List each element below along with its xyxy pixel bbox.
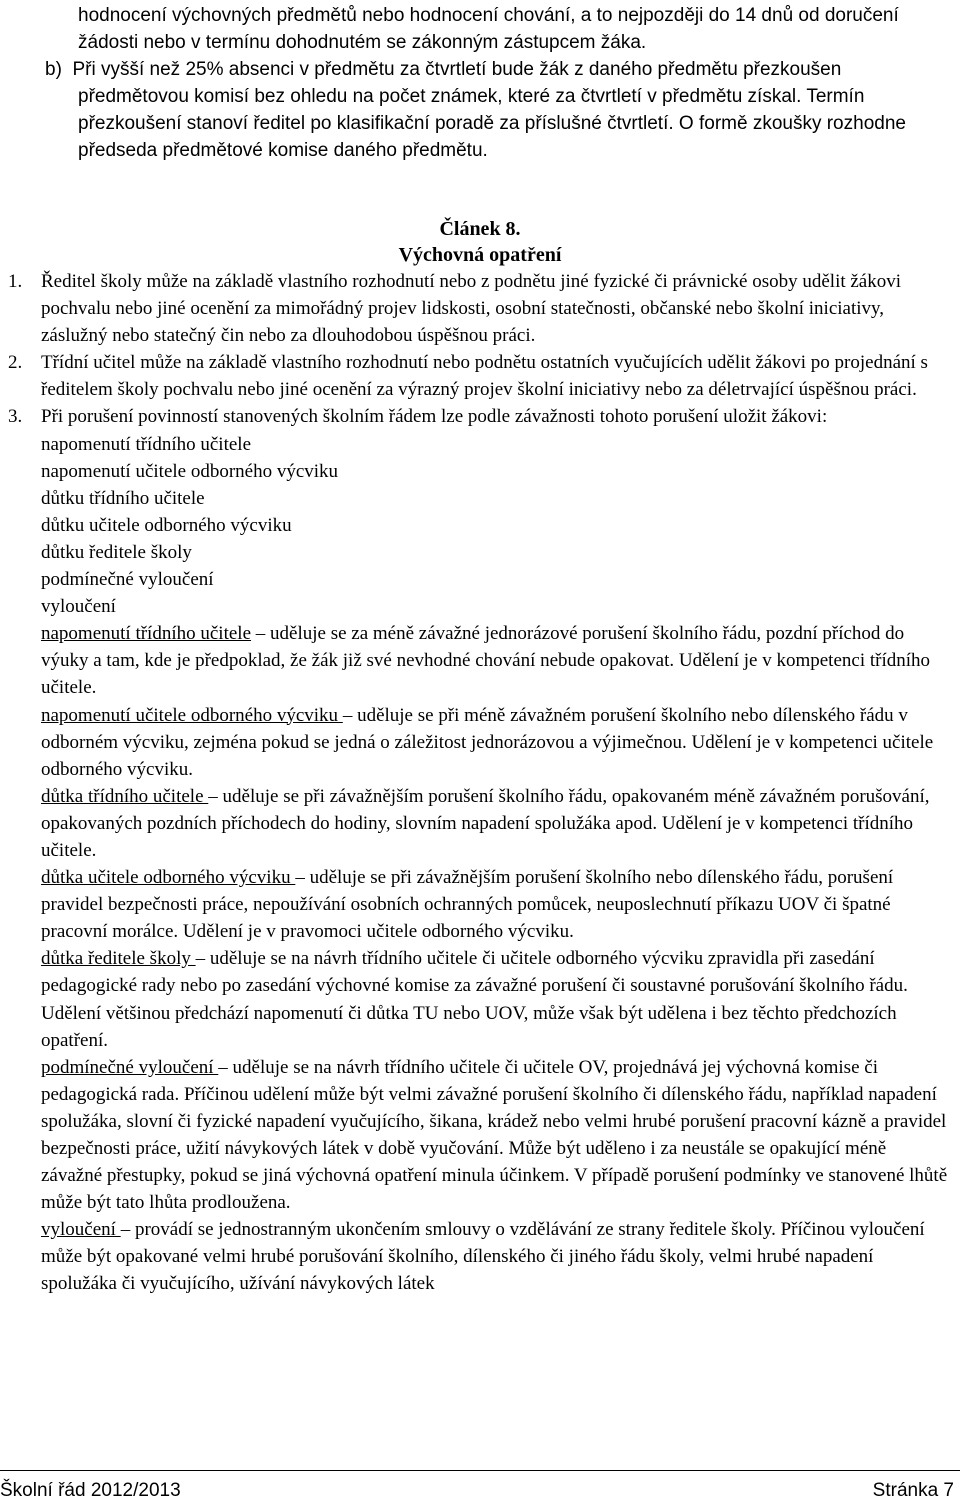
- item-number: 3.: [8, 406, 23, 428]
- numbered-item: [8, 268, 948, 349]
- footer-document-title: Školní řád 2012/2013: [0, 1480, 181, 1501]
- item-text: Ředitel školy může na základě vlastního rozhodnutí nebo z podnětu jiné fyzické či právnické osoby udělit žákovi pochvalu nebo jiné ocenění za mimořádný projev lidskosti, osobní statečnosti, občanské nebo školní iniciativy, záslužný nebo statečný čin nebo za dlouhodobou úspěšnou práci.: [41, 271, 902, 347]
- list-item: napomenutí třídního učitele: [41, 433, 252, 455]
- list-item: důtku třídního učitele: [41, 487, 205, 509]
- item-number: 1.: [8, 271, 23, 292]
- definition-term: napomenutí třídního učitele: [41, 623, 252, 645]
- paragraph-b: [45, 56, 948, 164]
- previous-article-continuation: [45, 2, 948, 164]
- item-text: Třídní učitel může na základě vlastního rozhodnutí nebo podnětu ostatních vyučujících udělit žákovi po projednání s ředitelem školy pochvalu nebo jiné ocenění za výrazný projev školní iniciativy nebo za déletrvající úspěšnou práci.: [41, 352, 928, 401]
- definition-text: – uděluje se za méně závažné jednorázové porušení školního řádu, pozdní příchod do výuky a tam, kde je předpoklad, že žák již své nevhodné chování nebude opakovat. Udělení je v kompetenci třídního učitele.: [41, 623, 931, 699]
- definition-text: – uděluje se při méně závažném porušení školního nebo dílenského řádu v odborném výcviku, zejména pokud se jedná o záležitost jednorázovou a výjimečnou. Udělení je v kompetenci učitele odborného výcviku.: [41, 704, 934, 780]
- article-number: Článek 8.: [439, 218, 521, 240]
- paragraph-b-text: Při vyšší než 25% absenci v předmětu za čtvrtletí bude žák z daného předmětu přezkoušen předmětovou komisí bez ohledu na počet známek, které za čtvrtletí v předmětu získal. Termín přezkoušení stanoví ředitel po klasifikační poradě za příslušné čtvrtletí. O formě zkoušky rozhodne předseda předmětové komise daného předmětu.: [72, 59, 906, 161]
- definition-term: důtka ředitele školy: [41, 948, 196, 970]
- definition-paragraph: [41, 1216, 948, 1297]
- definition-text: – uděluje se při závažnějším porušení školního řádu, opakovaném méně závažném porušování, opakovaných pozdních příchodech do hodiny, slovním napadení spolužáka apod. Udělení je v kompetenci třídního učitele.: [41, 785, 930, 861]
- paragraph-b-label: b): [45, 59, 62, 80]
- footer-page-number: Stránka 7: [872, 1480, 954, 1501]
- article-body: [8, 268, 948, 1298]
- definition-paragraph: [41, 945, 948, 1053]
- definition-term: vyloučení: [41, 1219, 121, 1241]
- item-number: 2.: [8, 352, 23, 374]
- list-item: napomenutí učitele odborného výcviku: [41, 460, 339, 482]
- measure-definitions: [8, 620, 948, 1297]
- footer-divider: [0, 1470, 960, 1471]
- definition-text: – provádí se jednostranným ukončením smlouvy o vzdělávání ze strany ředitele školy. Příčinou vyloučení může být opakované velmi hrubé porušování školního, dílenského či jiného řádu školy, velmi hrubé napadení spolužáka či vyučujícího, užívání návykových látek: [41, 1219, 925, 1295]
- definition-paragraph: [41, 702, 948, 783]
- definition-text: – uděluje se při závažnějším porušení školního nebo dílenského řádu, porušení pravidel bezpečnosti práce, nepoužívání osobních ochranných pomůcek, neuposlechnutí příkazu UOV či špatné pracovní morálce. Udělení je v pravomoci učitele odborného výcviku.: [41, 867, 894, 943]
- item-text: Při porušení povinností stanovených školním řádem lze podle závažnosti tohoto porušení uložit žákovi:: [41, 406, 828, 428]
- definition-paragraph: [41, 783, 948, 864]
- definition-text: – uděluje se na návrh třídního učitele či učitele odborného výcviku zpravidla při zasedání pedagogické rady nebo po zasedání výchovné komise za závažné porušení či soustavné porušování školního řádu. Udělení většinou předchází napomenutí či důtka TU nebo UOV, může však být udělena i bez těchto předchozích opatření.: [41, 948, 908, 1051]
- article-title: Výchovná opatření: [398, 244, 562, 266]
- measures-list: [8, 431, 948, 621]
- definition-term: podmínečné vyloučení: [41, 1056, 219, 1078]
- definition-text: – uděluje se na návrh třídního učitele či učitele OV, projednává jej výchovná komise či pedagogická rada. Příčinou udělení může být velmi závažné porušení školního či dílenského řádu, například napadení spolužáka, slovní či fyzické napadení vyučujícího, šikana, krádež nebo velmi hrubé porušení pracovní kázně a pravidel bezpečnosti práce, užití návykových látek v době vyučování. Může být uděleno i za neustále se opakující méně závažné přestupky, pokud se jiná výchovná opatření minula účinkem. V případě porušení podmínky ve stanovené lhůtě může být tato lhůta prodloužena.: [41, 1056, 948, 1214]
- definition-term: důtka třídního učitele: [41, 785, 209, 807]
- numbered-item: [8, 349, 948, 403]
- definition-paragraph: [41, 1054, 948, 1217]
- definition-term: napomenutí učitele odborného výcviku: [41, 704, 343, 726]
- list-item: vyloučení: [41, 596, 116, 618]
- list-item: podmínečné vyloučení: [41, 569, 214, 591]
- numbered-item: [8, 403, 948, 430]
- paragraph-continuation: hodnocení výchovných předmětů nebo hodnocení chování, a to nejpozději do 14 dnů od doručení žádosti nebo v termínu dohodnutém se zákonným zástupcem žáka.: [78, 5, 899, 53]
- definition-paragraph: [41, 620, 948, 701]
- definition-term: důtka učitele odborného výcviku: [41, 867, 296, 889]
- list-item: důtku učitele odborného výcviku: [41, 514, 292, 536]
- definition-paragraph: [41, 864, 948, 945]
- list-item: důtku ředitele školy: [41, 541, 192, 563]
